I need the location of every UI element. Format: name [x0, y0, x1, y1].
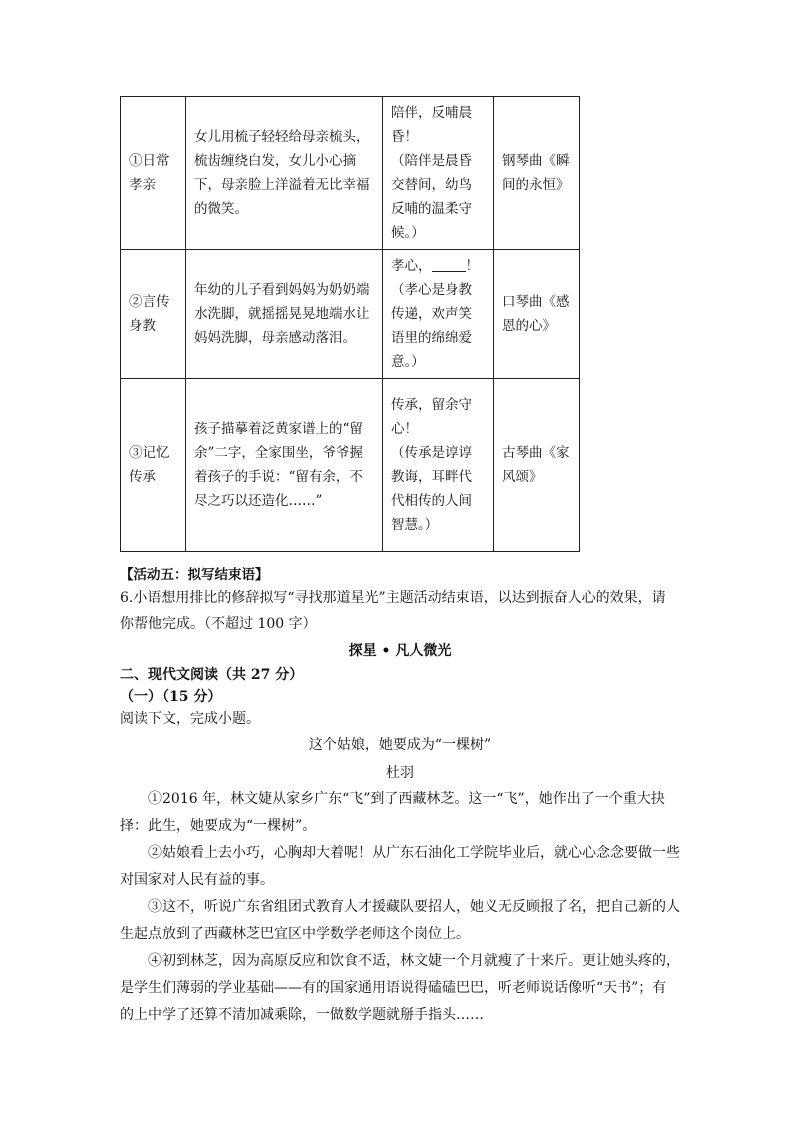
subsection-heading: （一）（15 分） [120, 689, 222, 705]
article-paragraph: ③这不，听说广东省组团式教育人才援藏队要招人，她义无反顾报了名，把自己新的人生起点放到了西藏林芝巴宜区中学数学老师这个岗位上。 [120, 899, 680, 942]
article-paragraph: ②姑娘看上去小巧，心胸却大着呢！从广东石油化工学院毕业后，就心心念念要做一些对国家对人民有益的事。 [120, 845, 680, 888]
activity-table [120, 96, 580, 552]
story-cell: 孩子描摹着泛黄家谱上的“留余”二字，全家围坐，爷爷握着孩子的手说：“留有余，不尽之巧以还造化……” [186, 379, 383, 552]
theme-cell: ③记忆传承 [121, 379, 186, 552]
theme-cell: ②言传身教 [121, 250, 186, 379]
verse-note: （陪伴是晨昏交替间，幼鸟反哺的温柔守候。） [391, 153, 472, 241]
music-cell: 口琴曲《感恩的心》 [494, 250, 580, 379]
article-paragraph: ④初到林芝，因为高原反应和饮食不适，林文婕一个月就瘦了十来斤。更让她头疼的，是学生们薄弱的学业基础——有的国家通用语说得磕磕巴巴，听老师说话像听“天书”；有的上中学了还算不清加减乘除，一做数学题就掰手指头…… [120, 953, 680, 1023]
theme-cell: ①日常孝亲 [121, 97, 186, 250]
article-author: 杜羽 [386, 765, 414, 781]
verse-line: 传承，留余守心！ [391, 397, 472, 437]
verse-line: 陪伴，反哺晨昏！ [391, 105, 472, 145]
question-line: 你帮他完成。（不超过 100 字） [120, 616, 317, 632]
table-row [121, 379, 580, 552]
music-cell: 钢琴曲《瞬间的永恒》 [494, 97, 580, 250]
fill-in-blank[interactable] [432, 257, 466, 272]
music-cell: 古琴曲《家风颂》 [494, 379, 580, 552]
verse-prefix: 孝心， [391, 258, 432, 274]
table-row [121, 250, 580, 379]
verse-note: （传承是谆谆教诲，耳畔代代相传的人间智慧。） [391, 445, 472, 533]
article-paragraph: ①2016 年，林文婕从家乡广东“飞”到了西藏林芝。这一“飞”，她作出了一个重大抉择：此生，她要成为“一棵树”。 [120, 791, 665, 834]
verse-cell [383, 97, 494, 250]
verse-line [391, 254, 485, 278]
activity-heading: 【活动五：拟写结束语】 [120, 567, 269, 583]
verse-cell [383, 250, 494, 379]
verse-suffix: ！ [465, 258, 479, 274]
instruction-text: 阅读下文，完成小题。 [120, 711, 260, 727]
question-line: 6.小语想用排比的修辞拟写“寻找那道星光”主题活动结束语，以达到振奋人心的效果，请 [120, 590, 666, 606]
closing-title: 探星 • 凡人微光 [348, 643, 452, 659]
article-title: 这个姑娘，她要成为“一棵树” [308, 737, 492, 753]
section-heading: 二、现代文阅读（共 27 分） [120, 667, 304, 683]
story-cell: 年幼的儿子看到妈妈为奶奶端水洗脚，就摇摇晃晃地端水让妈妈洗脚，母亲感动落泪。 [186, 250, 383, 379]
table-row [121, 97, 580, 250]
story-cell: 女儿用梳子轻轻给母亲梳头，梳齿缠绕白发，女儿小心摘下，母亲脸上洋溢着无比幸福的微笑。 [186, 97, 383, 250]
verse-cell [383, 379, 494, 552]
verse-note: （孝心是身教传递，欢声笑语里的绵绵爱意。） [391, 282, 472, 370]
